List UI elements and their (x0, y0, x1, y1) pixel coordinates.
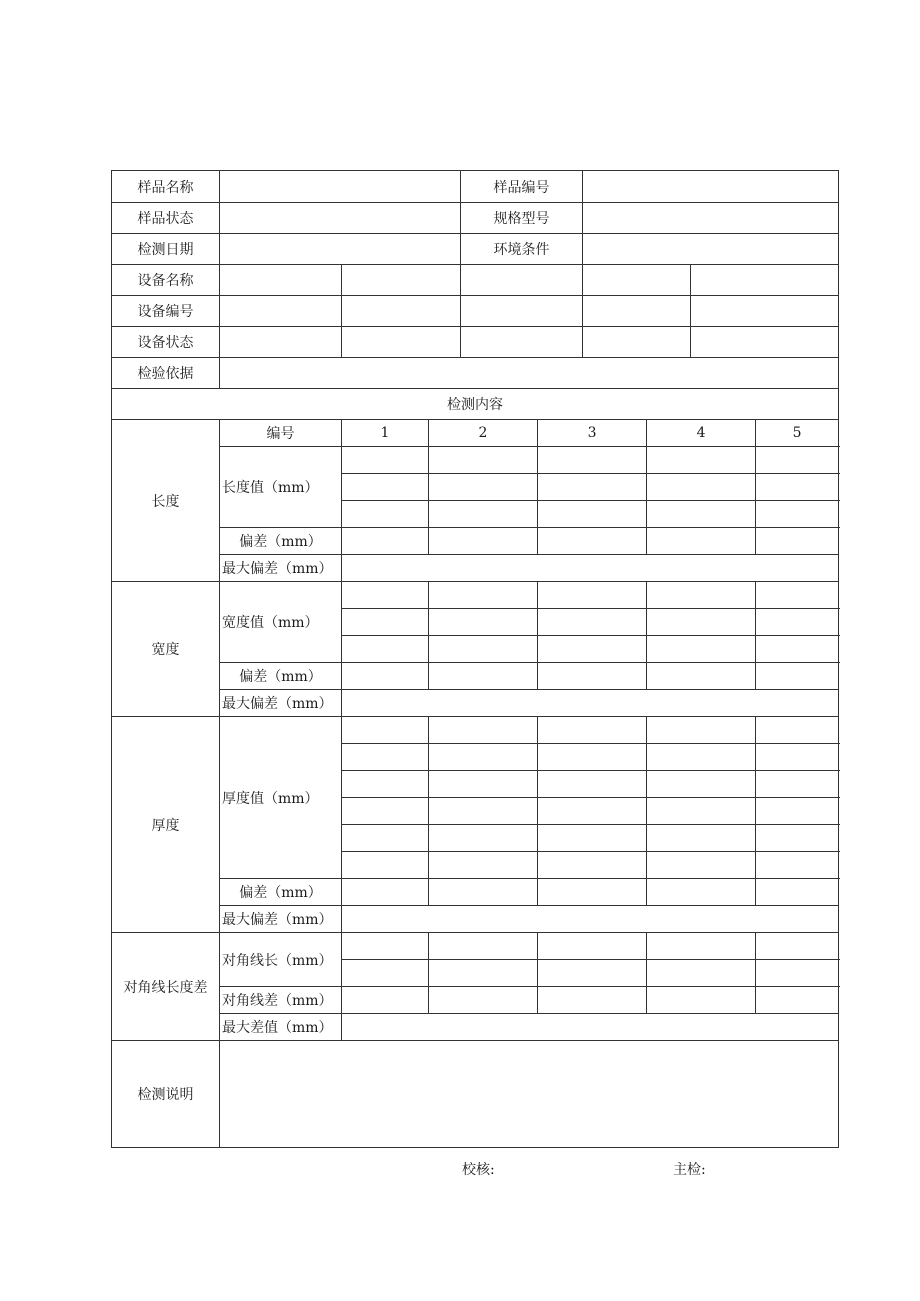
thickness-dev-cell[interactable] (342, 879, 429, 906)
thickness-dev-cell[interactable] (756, 879, 839, 906)
env-condition-field[interactable] (583, 234, 839, 265)
length-dev-cell[interactable] (342, 528, 429, 555)
length-value-cell[interactable] (538, 501, 647, 528)
thickness-value-cell[interactable] (429, 798, 538, 825)
length-max-cell[interactable] (342, 555, 839, 582)
thickness-value-cell[interactable] (538, 744, 647, 771)
equip-state-label: 设备状态 (112, 327, 220, 358)
thickness-max-cell[interactable] (342, 906, 839, 933)
length-value-cell[interactable] (538, 447, 647, 474)
equip-state-field[interactable] (461, 327, 583, 358)
equip-no-field[interactable] (691, 296, 839, 327)
equip-state-field[interactable] (342, 327, 461, 358)
width-dev-cell[interactable] (647, 663, 756, 690)
length-value-cell[interactable] (342, 501, 429, 528)
equip-no-field[interactable] (342, 296, 461, 327)
equip-no-field[interactable] (461, 296, 583, 327)
thickness-title: 厚度 (112, 717, 220, 933)
thickness-value-cell[interactable] (756, 798, 839, 825)
length-value-cell[interactable] (647, 447, 756, 474)
sample-no-label: 样品编号 (461, 171, 583, 203)
length-title: 长度 (112, 420, 220, 582)
width-dev-label: 偏差（mm） (220, 663, 342, 690)
thickness-value-cell[interactable] (429, 771, 538, 798)
diagonal-len-cell[interactable] (756, 933, 839, 960)
thickness-value-cell[interactable] (538, 798, 647, 825)
width-value-cell[interactable] (342, 609, 429, 636)
basis-field[interactable] (220, 358, 839, 389)
equip-no-field[interactable] (583, 296, 691, 327)
length-value-cell[interactable] (429, 501, 538, 528)
spec-model-field[interactable] (583, 203, 839, 234)
width-max-label: 最大偏差（mm） (220, 690, 342, 717)
length-value-cell[interactable] (756, 447, 839, 474)
sample-name-field[interactable] (220, 171, 461, 203)
env-condition-label: 环境条件 (461, 234, 583, 265)
diagonal-title: 对角线长度差 (112, 933, 220, 1041)
width-dev-cell[interactable] (429, 663, 538, 690)
length-value-cell[interactable] (647, 474, 756, 501)
diagonal-max-cell[interactable] (342, 1014, 839, 1041)
thickness-value-cell[interactable] (342, 798, 429, 825)
length-max-label: 最大偏差（mm） (220, 555, 342, 582)
thickness-value-cell[interactable] (756, 852, 839, 879)
thickness-value-cell[interactable] (538, 825, 647, 852)
width-value-cell[interactable] (756, 582, 839, 609)
thickness-value-cell[interactable] (647, 825, 756, 852)
basis-label: 检验依据 (112, 358, 220, 389)
equip-name-field[interactable] (583, 265, 691, 296)
thickness-value-cell[interactable] (429, 825, 538, 852)
width-value-cell[interactable] (538, 609, 647, 636)
thickness-max-label: 最大偏差（mm） (220, 906, 342, 933)
length-value-label: 长度值（mm） (220, 447, 342, 528)
length-dev-label: 偏差（mm） (220, 528, 342, 555)
remarks-field[interactable] (220, 1041, 839, 1148)
equip-name-field[interactable] (691, 265, 839, 296)
equip-state-field[interactable] (691, 327, 839, 358)
thickness-value-cell[interactable] (647, 771, 756, 798)
thickness-value-cell[interactable] (342, 852, 429, 879)
equip-state-field[interactable] (583, 327, 691, 358)
sample-state-field[interactable] (220, 203, 461, 234)
width-value-label: 宽度值（mm） (220, 582, 342, 663)
sample-name-label: 样品名称 (112, 171, 220, 203)
diagonal-diff-cell[interactable] (429, 987, 538, 1014)
width-value-cell[interactable] (756, 636, 839, 663)
length-dev-cell[interactable] (429, 528, 538, 555)
diagonal-diff-label: 对角线差（mm） (220, 987, 342, 1014)
length-dev-cell[interactable] (647, 528, 756, 555)
inspector-label: 主检: (673, 1162, 706, 1178)
diagonal-len-cell[interactable] (342, 933, 429, 960)
thickness-dev-cell[interactable] (647, 879, 756, 906)
inspection-form-table (111, 170, 839, 1148)
width-value-cell[interactable] (538, 636, 647, 663)
thickness-value-cell[interactable] (538, 771, 647, 798)
reviewer-label: 校核: (462, 1162, 495, 1178)
thickness-value-label: 厚度值（mm） (220, 717, 342, 879)
content-title: 检测内容 (112, 389, 839, 420)
no-header-label: 编号 (220, 420, 342, 447)
diagonal-len-cell[interactable] (647, 960, 756, 987)
length-value-cell[interactable] (756, 501, 839, 528)
diagonal-diff-cell[interactable] (756, 987, 839, 1014)
col-header: 3 (538, 420, 647, 447)
test-date-label: 检测日期 (112, 234, 220, 265)
thickness-value-cell[interactable] (647, 798, 756, 825)
diagonal-len-cell[interactable] (429, 960, 538, 987)
remarks-label: 检测说明 (112, 1041, 220, 1148)
col-header: 2 (429, 420, 538, 447)
width-dev-cell[interactable] (342, 663, 429, 690)
thickness-value-cell[interactable] (429, 852, 538, 879)
diagonal-len-cell[interactable] (756, 960, 839, 987)
thickness-value-cell[interactable] (647, 744, 756, 771)
diagonal-max-label: 最大差值（mm） (220, 1014, 342, 1041)
diagonal-len-cell[interactable] (538, 960, 647, 987)
width-value-cell[interactable] (429, 582, 538, 609)
test-date-field[interactable] (220, 234, 461, 265)
width-value-cell[interactable] (647, 609, 756, 636)
length-value-cell[interactable] (342, 474, 429, 501)
thickness-value-cell[interactable] (538, 717, 647, 744)
equip-name-label: 设备名称 (112, 265, 220, 296)
equip-name-field[interactable] (461, 265, 583, 296)
thickness-value-cell[interactable] (756, 825, 839, 852)
spec-model-label: 规格型号 (461, 203, 583, 234)
thickness-value-cell[interactable] (538, 852, 647, 879)
thickness-value-cell[interactable] (342, 825, 429, 852)
col-header: 5 (756, 420, 839, 447)
diagonal-diff-cell[interactable] (647, 987, 756, 1014)
length-dev-cell[interactable] (538, 528, 647, 555)
width-value-cell[interactable] (647, 636, 756, 663)
width-value-cell[interactable] (429, 636, 538, 663)
thickness-dev-cell[interactable] (538, 879, 647, 906)
length-value-cell[interactable] (342, 447, 429, 474)
width-value-cell[interactable] (342, 636, 429, 663)
equip-no-label: 设备编号 (112, 296, 220, 327)
diagonal-len-label: 对角线长（mm） (220, 933, 342, 987)
equip-name-field[interactable] (342, 265, 461, 296)
diagonal-len-cell[interactable] (429, 933, 538, 960)
length-value-cell[interactable] (756, 474, 839, 501)
equip-no-field[interactable] (220, 296, 342, 327)
width-dev-cell[interactable] (538, 663, 647, 690)
length-value-cell[interactable] (429, 474, 538, 501)
equip-state-field[interactable] (220, 327, 342, 358)
sample-no-field[interactable] (583, 171, 839, 203)
length-dev-cell[interactable] (756, 528, 839, 555)
width-max-cell[interactable] (342, 690, 839, 717)
thickness-value-cell[interactable] (429, 717, 538, 744)
width-value-cell[interactable] (429, 609, 538, 636)
thickness-value-cell[interactable] (647, 717, 756, 744)
diagonal-len-cell[interactable] (647, 933, 756, 960)
col-header: 1 (342, 420, 429, 447)
thickness-value-cell[interactable] (756, 744, 839, 771)
width-title: 宽度 (112, 582, 220, 717)
thickness-value-cell[interactable] (756, 717, 839, 744)
thickness-value-cell[interactable] (342, 744, 429, 771)
width-value-cell[interactable] (342, 582, 429, 609)
diagonal-diff-cell[interactable] (342, 987, 429, 1014)
thickness-value-cell[interactable] (342, 717, 429, 744)
width-value-cell[interactable] (756, 609, 839, 636)
length-value-cell[interactable] (538, 474, 647, 501)
width-value-cell[interactable] (538, 582, 647, 609)
length-value-cell[interactable] (429, 447, 538, 474)
col-header: 4 (647, 420, 756, 447)
sample-state-label: 样品状态 (112, 203, 220, 234)
width-dev-cell[interactable] (756, 663, 839, 690)
thickness-value-cell[interactable] (429, 744, 538, 771)
equip-name-field[interactable] (220, 265, 342, 296)
width-value-cell[interactable] (647, 582, 756, 609)
thickness-value-cell[interactable] (756, 771, 839, 798)
diagonal-len-cell[interactable] (538, 933, 647, 960)
length-value-cell[interactable] (647, 501, 756, 528)
diagonal-len-cell[interactable] (342, 960, 429, 987)
diagonal-diff-cell[interactable] (538, 987, 647, 1014)
thickness-value-cell[interactable] (342, 771, 429, 798)
thickness-value-cell[interactable] (647, 852, 756, 879)
thickness-dev-label: 偏差（mm） (220, 879, 342, 906)
thickness-dev-cell[interactable] (429, 879, 538, 906)
